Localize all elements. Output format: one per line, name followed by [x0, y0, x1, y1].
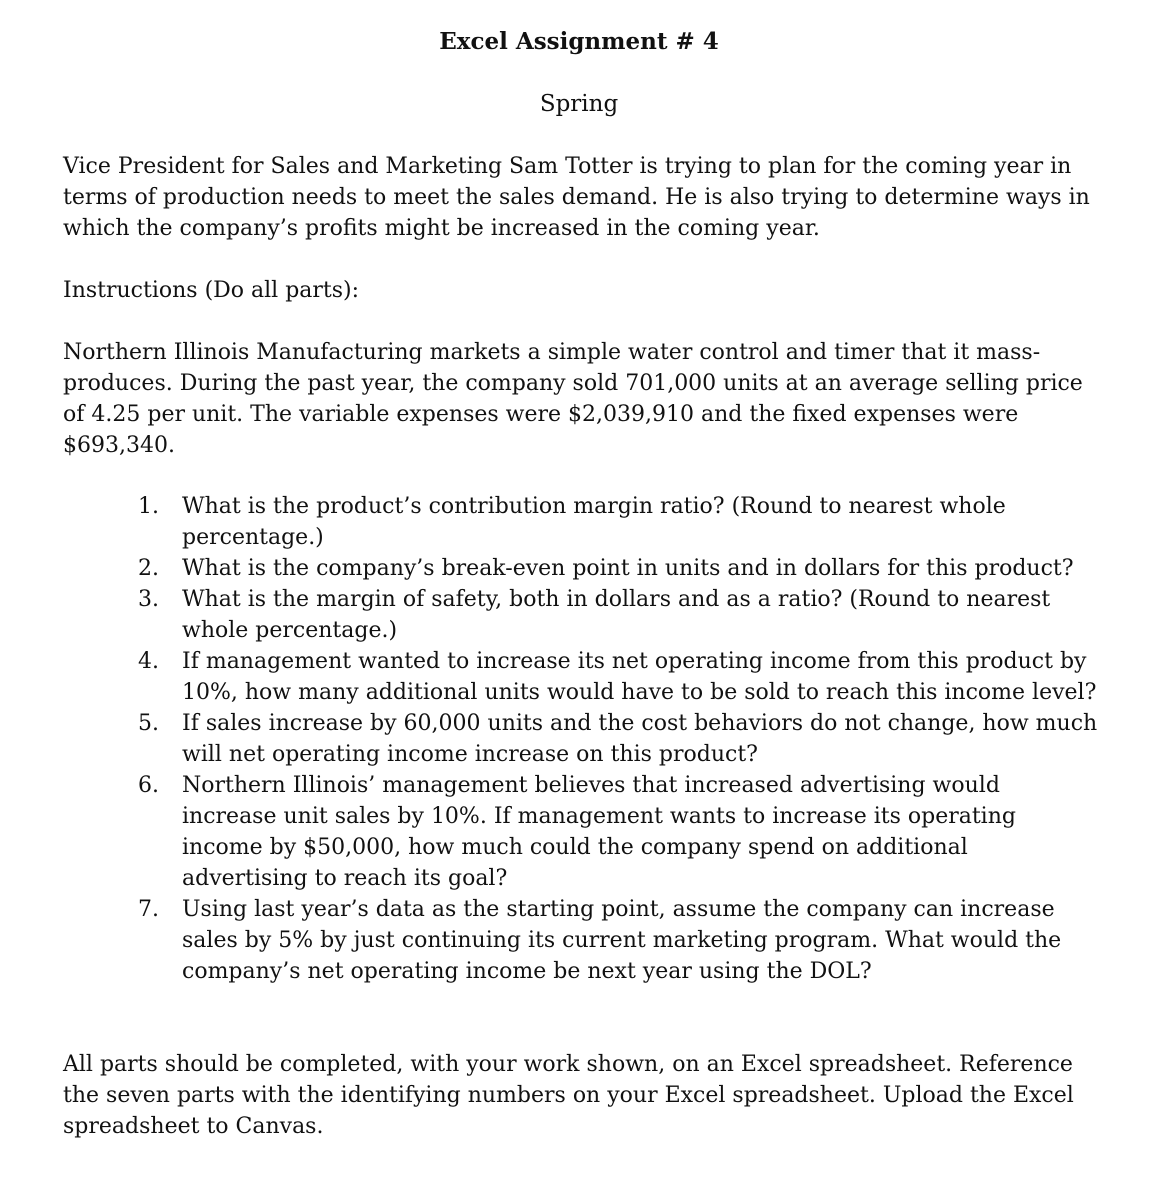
intro-paragraph: Vice President for Sales and Marketing Sam Totter is trying to plan for the coming year in terms of production needs to meet the sales demand. He is also trying to determine ways in which the company’s profits might be increased in the coming year. — [63, 154, 1090, 241]
problem-paragraph: Northern Illinois Manufacturing markets a simple water control and timer that it mass-produces. During the past year, the company sold 701,000 units at an average selling price of 4.25 per unit. The variable expenses were $2,039,910 and the fixed expenses were $693,340. — [63, 340, 1083, 458]
question-number: 6. — [138, 773, 159, 798]
question-text: If sales increase by 60,000 units and the cost behaviors do not change, how much will net operating income increase on this product? — [182, 711, 1098, 767]
question-item — [138, 894, 1100, 987]
question-item — [138, 584, 1100, 646]
question-number: 7. — [138, 897, 159, 922]
closing-paragraph: All parts should be completed, with your work shown, on an Excel spreadsheet. Reference the seven parts with the identifying numbers on your Excel spreadsheet. Upload the Excel spreadsheet to Canvas. — [63, 1052, 1074, 1139]
question-item — [138, 646, 1100, 708]
question-text: If management wanted to increase its net operating income from this product by 10%, how many additional units would have to be sold to reach this income level? — [182, 649, 1097, 705]
question-number: 4. — [138, 649, 159, 674]
document-title: Excel Assignment # 4 — [439, 28, 719, 55]
question-text: Using last year’s data as the starting point, assume the company can increase sales by 5% by just continuing its current marketing program. What would the company’s net operating income be next year using the DOL? — [182, 897, 1062, 984]
question-item — [138, 770, 1100, 894]
question-number: 1. — [138, 494, 159, 519]
document-subtitle: Spring — [539, 91, 619, 117]
question-text: Northern Illinois’ management believes that increased advertising would increase unit sales by 10%. If management wants to increase its operating income by $50,000, how much could the company spend on additional advertising to reach its goal? — [182, 773, 1016, 891]
question-item — [138, 553, 1100, 584]
question-text: What is the product’s contribution margin ratio? (Round to nearest whole percentage.) — [182, 494, 1006, 550]
question-number: 2. — [138, 556, 159, 581]
question-text: What is the margin of safety, both in dollars and as a ratio? (Round to nearest whole percentage.) — [182, 587, 1051, 643]
question-number: 5. — [138, 711, 159, 736]
instructions-heading: Instructions (Do all parts): — [63, 278, 360, 303]
question-text: What is the company’s break-even point in units and in dollars for this product? — [182, 556, 1074, 581]
question-number: 3. — [138, 587, 159, 612]
question-item — [138, 491, 1100, 553]
question-item — [138, 708, 1100, 770]
question-list — [138, 491, 1100, 987]
